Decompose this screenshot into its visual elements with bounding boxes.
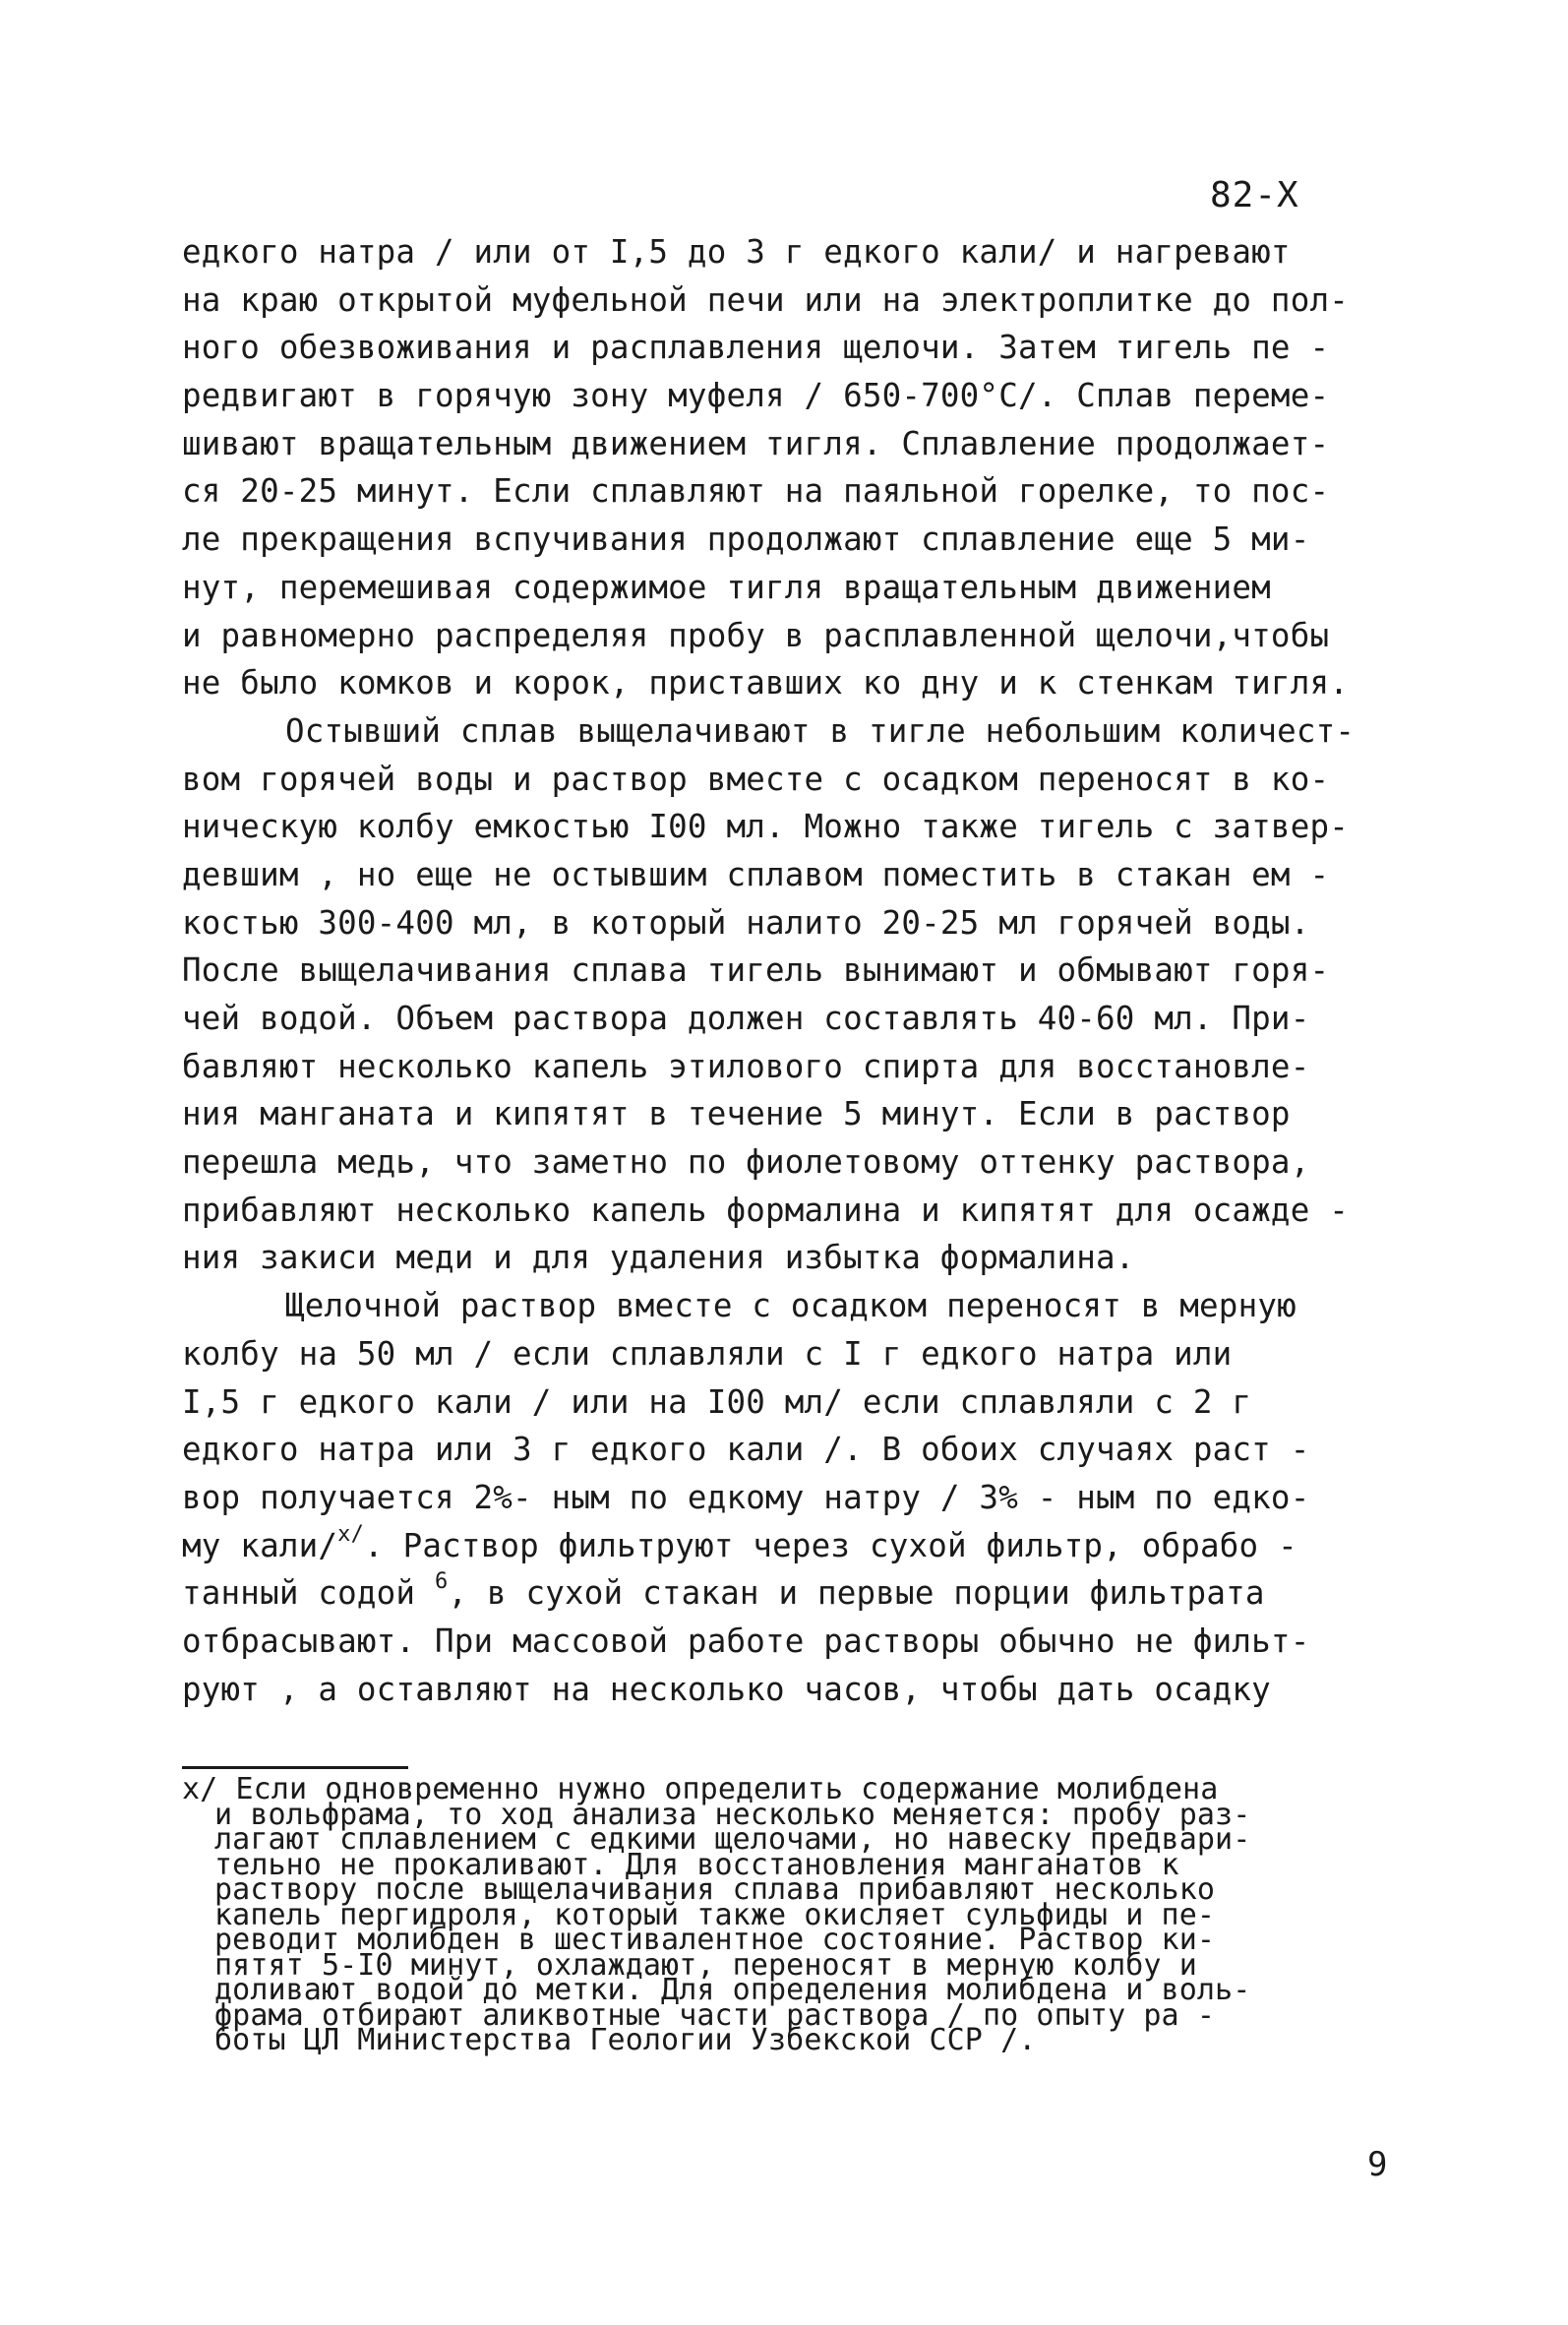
footnote-line: тельно не прокаливают. Для восстановления манганатов к xyxy=(214,1847,1179,1882)
paragraph-start-line: Щелочной раствор вместе с осадком переносят в мерную xyxy=(285,1287,1297,1325)
footnote-line: и вольфрама, то ход анализа несколько меняется: пробу раз- xyxy=(214,1797,1251,1832)
text-line-with-reference-mark xyxy=(182,1569,1421,1618)
text-line: шивают вращательным движением тигля. Сплавление продолжает- xyxy=(182,424,1330,462)
text-fragment: , в сухой стакан и первые порции фильтрата xyxy=(448,1574,1265,1613)
text-line: ния закиси меди и для удаления избытка формалина. xyxy=(182,1239,1135,1277)
text-line: перешла медь, что заметно по фиолетовому оттенку раствора, xyxy=(182,1143,1310,1182)
footnote-line: лагают сплавлением с едкими щелочами, но навеску предвари- xyxy=(214,1822,1251,1857)
text-line: редвигают в горячую зону муфеля / 650-700°С/. Сплав переме- xyxy=(182,377,1330,415)
footnote-line: капель пергидроля, который также окисляет сульфиды и пе- xyxy=(214,1897,1216,1932)
reference-mark: 6 xyxy=(434,1569,449,1595)
sheet-number: 9 xyxy=(1367,2145,1388,2184)
text-line: нут, перемешивая содержимое тигля вращательным движением xyxy=(182,568,1271,606)
text-line: не было комков и корок, приставших ко дну и к стенкам тигля. xyxy=(182,664,1349,703)
text-line: колбу на 50 мл / если сплавляли с I г едкого натра или xyxy=(182,1334,1233,1373)
text-line: отбрасывают. При массовой работе растворы обычно не фильт- xyxy=(182,1621,1310,1660)
text-fragment: танный содой xyxy=(182,1574,435,1613)
footnote-line: x/ Если одновременно нужно определить содержание молибдена xyxy=(182,1772,1219,1806)
text-line: После выщелачивания сплава тигель вынимают и обмывают горя- xyxy=(182,951,1330,990)
text-line: на краю открытой муфельной печи или на электроплитке до пол- xyxy=(182,280,1349,319)
footnote-line: фрама отбирают аликвотные части раствора / по опыту ра - xyxy=(214,1997,1216,2033)
text-line: I,5 г едкого кали / или на I00 мл/ если сплавляли с 2 г xyxy=(182,1382,1252,1421)
text-line: бавляют несколько капель этилового спирта для восстановле- xyxy=(182,1047,1310,1085)
text-fragment: . Раствор фильтруют через сухой фильтр, обрабо - xyxy=(364,1526,1297,1564)
footnote-line: реводит молибден в шестивалентное состояние. Раствор ки- xyxy=(214,1923,1216,1957)
text-line: чей водой. Объем раствора должен составлять 40-60 мл. При- xyxy=(182,1000,1310,1037)
text-line: ния манганата и кипятят в течение 5 минут. Если в раствор xyxy=(182,1095,1291,1133)
text-line: вор получается 2%- ным по едкому натру / 3% - ным по едко- xyxy=(182,1478,1310,1516)
page-number: 82-Х xyxy=(1210,175,1299,215)
text-line: девшим , но еще не остывшим сплавом поместить в стакан ем - xyxy=(182,855,1330,893)
text-line: едкого натра / или от I,5 до 3 г едкого кали/ и нагревают xyxy=(182,233,1291,271)
footnote-line: пятят 5-I0 минут, охлаждают, переносят в мерную колбу и xyxy=(214,1947,1197,1983)
footnote-divider xyxy=(182,1766,408,1769)
text-line: руют , а оставляют на несколько часов, чтобы дать осадку xyxy=(182,1670,1271,1708)
text-line: вом горячей воды и раствор вместе с осадком переносят в ко- xyxy=(182,760,1330,798)
text-line: прибавляют несколько капель формалина и кипятят для осажде - xyxy=(182,1191,1349,1229)
text-line: ного обезвоживания и расплавления щелочи. Затем тигель пе - xyxy=(182,329,1330,367)
text-line: едкого натра или 3 г едкого кали /. В обоих случаях раст - xyxy=(182,1431,1310,1469)
footnote-line: боты ЦЛ Министерства Геологии Узбекской ССР /. xyxy=(214,2023,1037,2057)
footnote-line: доливают водой до метки. Для определения молибдена и воль- xyxy=(214,1973,1251,2007)
text-line-with-footnote-mark xyxy=(182,1522,1421,1570)
text-line: ся 20-25 минут. Если сплавляют на паяльной горелке, то пос- xyxy=(182,472,1330,511)
text-line: ническую колбу емкостью I00 мл. Можно также тигель с затвер- xyxy=(182,808,1349,846)
text-line: и равномерно распределяя пробу в расплавленной щелочи,чтобы xyxy=(182,616,1330,654)
text-line: ле прекращения вспучивания продолжают сплавление еще 5 ми- xyxy=(182,520,1310,559)
main-text xyxy=(182,228,1421,1713)
text-line: костью 300-400 мл, в который налито 20-25 мл горячей воды. xyxy=(182,903,1310,942)
text-fragment: му кали/ xyxy=(182,1526,338,1564)
footnote xyxy=(182,1772,1421,2057)
footnote-line: раствору после выщелачивания сплава прибавляют несколько xyxy=(214,1872,1216,1907)
footnote-mark: x/ xyxy=(337,1521,365,1547)
paragraph-start-line: Остывший сплав выщелачивают в тигле небольшим количест- xyxy=(285,711,1356,750)
